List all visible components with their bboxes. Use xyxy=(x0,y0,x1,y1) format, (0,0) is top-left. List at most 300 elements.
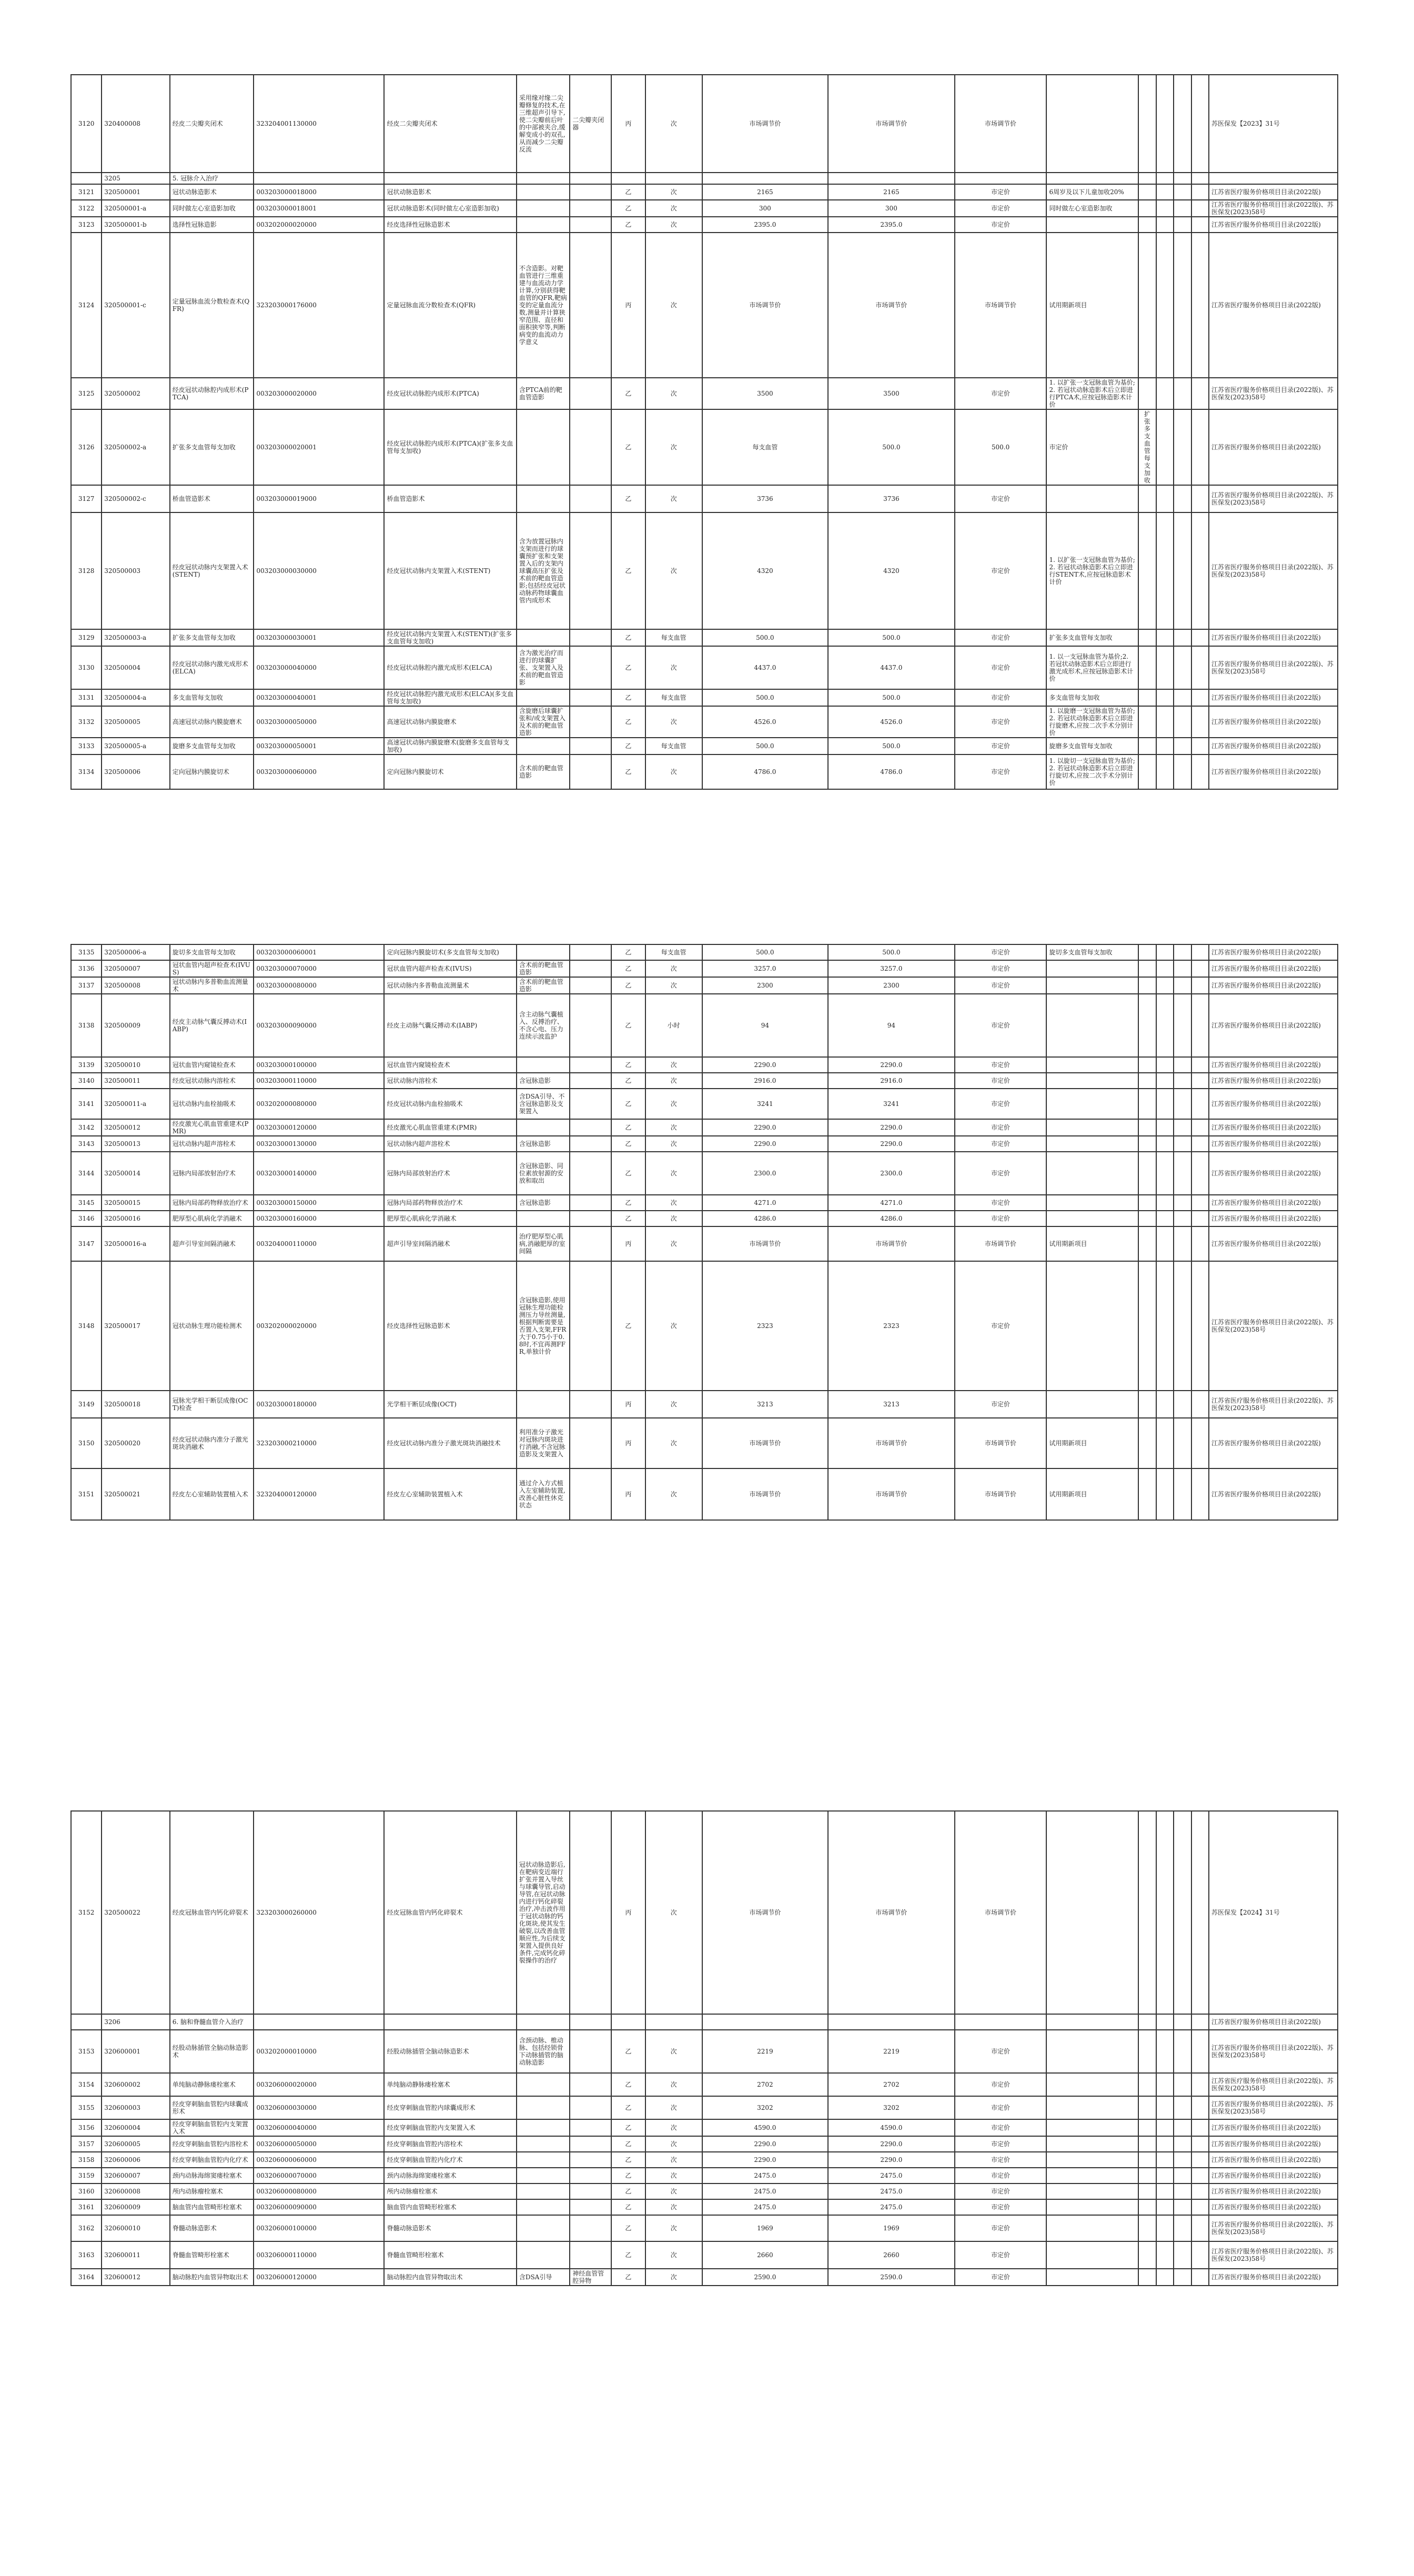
cell-item-code: 320500002 xyxy=(102,378,169,409)
cell-national-name: 脑动脉腔内血管异物取出术 xyxy=(384,2269,516,2286)
cell-price-b: 2475.0 xyxy=(828,2168,955,2183)
cell-excluded-items xyxy=(570,184,611,200)
table-row xyxy=(71,2241,1338,2269)
cell-item-name: 冠状动脉生理功能检测术 xyxy=(170,1261,254,1391)
cell-price-type: 市定价 xyxy=(955,485,1047,512)
cell-item-code: 3205 xyxy=(102,173,169,184)
cell-col-extra-1 xyxy=(1138,217,1156,233)
cell-price-a: 2590.0 xyxy=(702,2269,829,2286)
cell-price-type xyxy=(955,2014,1047,2030)
cell-col-extra-2 xyxy=(1156,2168,1174,2183)
cell-item-name: 单纯脑动静脉瘘栓塞术 xyxy=(170,2073,254,2096)
cell-pay-category: 乙 xyxy=(611,1119,645,1136)
cell-item-code: 320500001-b xyxy=(102,217,169,233)
cell-national-name xyxy=(384,2014,516,2030)
cell-content-note: 含PTCA前的靶血管造影 xyxy=(517,378,570,409)
cell-national-name: 冠状动脉内超声溶栓术 xyxy=(384,1136,516,1152)
cell-col-extra-1 xyxy=(1138,1468,1156,1520)
cell-col-extra-3 xyxy=(1174,977,1191,994)
cell-row-index: 3152 xyxy=(71,1811,102,2014)
cell-row-index: 3163 xyxy=(71,2241,102,2269)
cell-col-extra-4 xyxy=(1191,944,1209,960)
cell-national-name: 定量冠脉血流分数检查术(QFR) xyxy=(384,233,516,378)
cell-col-extra-3 xyxy=(1174,1211,1191,1226)
cell-col-extra-4 xyxy=(1191,75,1209,173)
cell-price-b: 2395.0 xyxy=(828,217,955,233)
cell-col-extra-1 xyxy=(1138,2030,1156,2073)
cell-source-doc: 江苏省医疗服务价格项目目录(2022版) xyxy=(1209,2136,1338,2152)
cell-national-name: 定向冠脉内膜旋切术 xyxy=(384,754,516,789)
cell-national-code: 003203000090000 xyxy=(254,994,384,1057)
cell-unit: 次 xyxy=(645,2241,702,2269)
cell-national-name: 冠状血管内窥镜检查术 xyxy=(384,1057,516,1073)
cell-item-code: 320500003-a xyxy=(102,629,169,646)
cell-item-name: 经皮冠状动脉内激光成形术(ELCA) xyxy=(170,646,254,689)
cell-price-b: 2702 xyxy=(828,2073,955,2096)
cell-row-index: 3148 xyxy=(71,1261,102,1391)
cell-item-name: 桥血管造影术 xyxy=(170,485,254,512)
cell-source-doc: 江苏省医疗服务价格项目目录(2022版) xyxy=(1209,1073,1338,1089)
cell-row-index: 3133 xyxy=(71,738,102,754)
cell-source-doc xyxy=(1209,173,1338,184)
cell-price-a: 市场调节价 xyxy=(702,1811,829,2014)
cell-national-code: 323204000120000 xyxy=(254,1468,384,1520)
cell-item-code: 320500004-a xyxy=(102,689,169,706)
cell-excluded-items xyxy=(570,2241,611,2269)
cell-col-extra-1: 扩张多支血管每支加收 xyxy=(1138,409,1156,485)
cell-item-code: 320600001 xyxy=(102,2030,169,2073)
cell-price-a xyxy=(702,173,829,184)
cell-item-name: 经皮穿刺脑血管腔内溶栓术 xyxy=(170,2136,254,2152)
cell-price-a: 2916.0 xyxy=(702,1073,829,1089)
cell-price-type: 市定价 xyxy=(955,1057,1047,1073)
cell-national-name: 经皮穿刺脑血管腔内支架置入术 xyxy=(384,2119,516,2136)
cell-price-b: 2165 xyxy=(828,184,955,200)
cell-price-b: 市场调节价 xyxy=(828,1468,955,1520)
cell-source-doc: 江苏省医疗服务价格项目目录(2022版) xyxy=(1209,2183,1338,2199)
cell-price-a: 300 xyxy=(702,200,829,217)
cell-col-extra-1 xyxy=(1138,689,1156,706)
cell-price-a: 2290.0 xyxy=(702,1119,829,1136)
cell-col-extra-3 xyxy=(1174,200,1191,217)
cell-unit: 次 xyxy=(645,1226,702,1261)
cell-item-code: 320600009 xyxy=(102,2199,169,2215)
cell-col-extra-3 xyxy=(1174,217,1191,233)
cell-price-a: 2475.0 xyxy=(702,2168,829,2183)
cell-unit: 小时 xyxy=(645,994,702,1057)
cell-pay-category: 乙 xyxy=(611,2168,645,2183)
cell-col-extra-2 xyxy=(1156,2014,1174,2030)
cell-price-type: 市定价 xyxy=(955,217,1047,233)
cell-row-index: 3144 xyxy=(71,1152,102,1195)
cell-source-doc: 江苏省医疗服务价格项目目录(2022版) xyxy=(1209,2168,1338,2183)
cell-price-a: 每支血管 xyxy=(702,409,829,485)
cell-national-name: 经皮冠状动脉内准分子激光斑块消融技术 xyxy=(384,1418,516,1468)
cell-col-extra-4 xyxy=(1191,1119,1209,1136)
cell-national-name: 冠脉内局部药物释放治疗术 xyxy=(384,1195,516,1211)
cell-source-doc: 江苏省医疗服务价格项目目录(2022版)、苏医保发(2023)58号 xyxy=(1209,2096,1338,2119)
cell-remark xyxy=(1046,217,1138,233)
cell-remark: 市定价 xyxy=(1046,409,1138,485)
cell-col-extra-2 xyxy=(1156,173,1174,184)
cell-col-extra-4 xyxy=(1191,977,1209,994)
cell-unit: 次 xyxy=(645,960,702,977)
cell-national-name: 冠状动脉造影术(同时做左心室造影加收) xyxy=(384,200,516,217)
table-row xyxy=(71,754,1338,789)
cell-price-type: 市定价 xyxy=(955,1211,1047,1226)
cell-price-type: 市定价 xyxy=(955,1089,1047,1119)
cell-price-a: 3241 xyxy=(702,1089,829,1119)
cell-row-index: 3142 xyxy=(71,1119,102,1136)
cell-item-name: 冠状血管内超声检查术(IVUS) xyxy=(170,960,254,977)
cell-price-a: 2300 xyxy=(702,977,829,994)
cell-national-name: 经皮穿刺脑血管腔内球囊成形术 xyxy=(384,2096,516,2119)
cell-col-extra-3 xyxy=(1174,689,1191,706)
cell-excluded-items xyxy=(570,378,611,409)
table-row xyxy=(71,1811,1338,2014)
cell-price-b: 2660 xyxy=(828,2241,955,2269)
cell-price-b: 3736 xyxy=(828,485,955,512)
cell-unit: 次 xyxy=(645,1073,702,1089)
cell-pay-category: 乙 xyxy=(611,378,645,409)
cell-col-extra-3 xyxy=(1174,2199,1191,2215)
cell-col-extra-3 xyxy=(1174,2136,1191,2152)
cell-content-note xyxy=(517,1119,570,1136)
cell-excluded-items xyxy=(570,994,611,1057)
cell-item-name: 选择性冠脉造影 xyxy=(170,217,254,233)
cell-col-extra-4 xyxy=(1191,217,1209,233)
cell-col-extra-4 xyxy=(1191,2269,1209,2286)
cell-col-extra-3 xyxy=(1174,706,1191,738)
cell-excluded-items xyxy=(570,2215,611,2241)
table-row xyxy=(71,2215,1338,2241)
cell-source-doc: 江苏省医疗服务价格项目目录(2022版) xyxy=(1209,738,1338,754)
cell-national-code: 003206000110000 xyxy=(254,2241,384,2269)
cell-unit: 次 xyxy=(645,1811,702,2014)
cell-national-name: 经皮选择性冠脉造影术 xyxy=(384,1261,516,1391)
cell-col-extra-4 xyxy=(1191,2152,1209,2168)
cell-pay-category: 乙 xyxy=(611,754,645,789)
cell-col-extra-4 xyxy=(1191,2014,1209,2030)
cell-item-code: 320500013 xyxy=(102,1136,169,1152)
cell-unit: 次 xyxy=(645,1136,702,1152)
cell-item-name: 经皮冠脉血管内钙化碎裂术 xyxy=(170,1811,254,2014)
cell-price-type: 市场调节价 xyxy=(955,1811,1047,2014)
cell-col-extra-1 xyxy=(1138,2096,1156,2119)
cell-col-extra-4 xyxy=(1191,1152,1209,1195)
cell-national-name: 光学相干断层成像(OCT) xyxy=(384,1391,516,1418)
cell-item-code: 320600005 xyxy=(102,2136,169,2152)
cell-unit: 次 xyxy=(645,706,702,738)
cell-price-a: 500.0 xyxy=(702,944,829,960)
cell-col-extra-1 xyxy=(1138,1418,1156,1468)
cell-col-extra-3 xyxy=(1174,378,1191,409)
cell-price-type: 市定价 xyxy=(955,944,1047,960)
cell-price-a: 2165 xyxy=(702,184,829,200)
cell-price-b: 4320 xyxy=(828,512,955,629)
cell-price-a: 1969 xyxy=(702,2215,829,2241)
cell-item-code: 320600012 xyxy=(102,2269,169,2286)
cell-row-index xyxy=(71,173,102,184)
cell-row-index: 3157 xyxy=(71,2136,102,2152)
cell-col-extra-1 xyxy=(1138,2183,1156,2199)
cell-row-index: 3120 xyxy=(71,75,102,173)
table-row xyxy=(71,1152,1338,1195)
cell-excluded-items xyxy=(570,977,611,994)
cell-pay-category: 乙 xyxy=(611,629,645,646)
cell-source-doc: 江苏省医疗服务价格项目目录(2022版) xyxy=(1209,1136,1338,1152)
cell-national-code: 003203000020001 xyxy=(254,409,384,485)
cell-col-extra-2 xyxy=(1156,378,1174,409)
cell-col-extra-2 xyxy=(1156,738,1174,754)
table-row xyxy=(71,1073,1338,1089)
cell-price-a: 3213 xyxy=(702,1391,829,1418)
cell-col-extra-3 xyxy=(1174,2215,1191,2241)
cell-pay-category: 乙 xyxy=(611,2073,645,2096)
cell-item-name: 冠状动脉内血栓抽吸术 xyxy=(170,1089,254,1119)
cell-national-name: 经皮冠状动脉内血栓抽吸术 xyxy=(384,1089,516,1119)
cell-item-name: 定向冠脉内膜旋切术 xyxy=(170,754,254,789)
table-row xyxy=(71,689,1338,706)
cell-price-type: 市定价 xyxy=(955,646,1047,689)
cell-source-doc: 江苏省医疗服务价格项目目录(2022版) xyxy=(1209,1152,1338,1195)
cell-unit: 次 xyxy=(645,2136,702,2152)
cell-col-extra-1 xyxy=(1138,200,1156,217)
cell-excluded-items xyxy=(570,754,611,789)
cell-price-a: 3202 xyxy=(702,2096,829,2119)
cell-unit: 次 xyxy=(645,75,702,173)
cell-remark xyxy=(1046,2241,1138,2269)
cell-pay-category: 乙 xyxy=(611,1057,645,1073)
cell-item-code: 320500016 xyxy=(102,1211,169,1226)
cell-remark: 6周岁及以下儿童加收20% xyxy=(1046,184,1138,200)
cell-content-note xyxy=(517,1211,570,1226)
cell-item-name: 经皮激光心肌血管重建术(PMR) xyxy=(170,1119,254,1136)
cell-item-name: 同时做左心室造影加收 xyxy=(170,200,254,217)
cell-national-code: 003206000030000 xyxy=(254,2096,384,2119)
cell-pay-category xyxy=(611,2014,645,2030)
cell-col-extra-2 xyxy=(1156,2199,1174,2215)
cell-national-name: 高速冠状动脉内膜旋磨术(旋磨多支血管每支加收) xyxy=(384,738,516,754)
table-row xyxy=(71,1136,1338,1152)
cell-col-extra-1 xyxy=(1138,1089,1156,1119)
cell-col-extra-3 xyxy=(1174,2073,1191,2096)
cell-unit: 次 xyxy=(645,646,702,689)
cell-price-a xyxy=(702,2014,829,2030)
cell-excluded-items xyxy=(570,2030,611,2073)
cell-item-name: 经皮冠状动脉内准分子激光斑块消融术 xyxy=(170,1418,254,1468)
cell-excluded-items xyxy=(570,485,611,512)
cell-price-type: 市场调节价 xyxy=(955,1226,1047,1261)
cell-content-note: 含主动脉气囊植入、反搏治疗、不含心电、压力连续示波监护 xyxy=(517,994,570,1057)
cell-remark xyxy=(1046,485,1138,512)
cell-unit: 每支血管 xyxy=(645,629,702,646)
cell-row-index: 3138 xyxy=(71,994,102,1057)
cell-col-extra-3 xyxy=(1174,646,1191,689)
cell-national-code: 003203000040000 xyxy=(254,646,384,689)
cell-unit: 次 xyxy=(645,485,702,512)
cell-content-note xyxy=(517,409,570,485)
cell-col-extra-1 xyxy=(1138,2152,1156,2168)
cell-remark xyxy=(1046,2152,1138,2168)
cell-price-type: 市定价 xyxy=(955,1119,1047,1136)
cell-pay-category: 丙 xyxy=(611,233,645,378)
cell-col-extra-2 xyxy=(1156,2119,1174,2136)
table-row xyxy=(71,1089,1338,1119)
cell-col-extra-1 xyxy=(1138,184,1156,200)
cell-national-name: 冠状动脉造影术 xyxy=(384,184,516,200)
cell-price-b: 4286.0 xyxy=(828,1211,955,1226)
cell-unit: 次 xyxy=(645,1195,702,1211)
cell-row-index: 3143 xyxy=(71,1136,102,1152)
cell-price-type: 市定价 xyxy=(955,960,1047,977)
cell-national-name: 高速冠状动脉内膜旋磨术 xyxy=(384,706,516,738)
cell-pay-category: 乙 xyxy=(611,994,645,1057)
cell-col-extra-3 xyxy=(1174,75,1191,173)
cell-national-code: 003203000020000 xyxy=(254,378,384,409)
cell-source-doc: 苏医保发【2023】31号 xyxy=(1209,75,1338,173)
cell-remark xyxy=(1046,75,1138,173)
cell-unit: 次 xyxy=(645,2152,702,2168)
cell-col-extra-2 xyxy=(1156,689,1174,706)
cell-item-code: 320500018 xyxy=(102,1391,169,1418)
cell-price-b: 2290.0 xyxy=(828,2136,955,2152)
cell-excluded-items xyxy=(570,2119,611,2136)
cell-remark xyxy=(1046,2014,1138,2030)
cell-item-code: 320600010 xyxy=(102,2215,169,2241)
cell-col-extra-2 xyxy=(1156,960,1174,977)
cell-national-name: 经皮冠脉血管内钙化碎裂术 xyxy=(384,1811,516,2014)
cell-price-a: 2219 xyxy=(702,2030,829,2073)
cell-col-extra-2 xyxy=(1156,754,1174,789)
cell-row-index: 3149 xyxy=(71,1391,102,1418)
cell-remark xyxy=(1046,2183,1138,2199)
cell-col-extra-3 xyxy=(1174,1057,1191,1073)
cell-item-code: 320600003 xyxy=(102,2096,169,2119)
cell-price-type: 市定价 xyxy=(955,754,1047,789)
cell-content-note: 含颈动脉、椎动脉、包括经锁骨下动脉插管的脑动脉造影 xyxy=(517,2030,570,2073)
cell-col-extra-2 xyxy=(1156,1195,1174,1211)
price-table xyxy=(70,74,1338,790)
cell-col-extra-2 xyxy=(1156,1261,1174,1391)
cell-col-extra-4 xyxy=(1191,1261,1209,1391)
cell-price-a: 2290.0 xyxy=(702,1136,829,1152)
cell-unit: 次 xyxy=(645,1468,702,1520)
cell-row-index: 3159 xyxy=(71,2168,102,2183)
cell-price-b: 市场调节价 xyxy=(828,1811,955,2014)
cell-col-extra-2 xyxy=(1156,1089,1174,1119)
cell-row-index: 3126 xyxy=(71,409,102,485)
cell-row-index: 3128 xyxy=(71,512,102,629)
cell-price-b: 市场调节价 xyxy=(828,1418,955,1468)
cell-national-code: 003206000120000 xyxy=(254,2269,384,2286)
cell-item-code: 320500014 xyxy=(102,1152,169,1195)
cell-pay-category: 乙 xyxy=(611,1211,645,1226)
cell-unit: 次 xyxy=(645,2215,702,2241)
cell-price-a: 500.0 xyxy=(702,738,829,754)
cell-col-extra-3 xyxy=(1174,1152,1191,1195)
cell-col-extra-1 xyxy=(1138,2269,1156,2286)
cell-col-extra-1 xyxy=(1138,706,1156,738)
cell-col-extra-4 xyxy=(1191,233,1209,378)
cell-price-a: 3257.0 xyxy=(702,960,829,977)
cell-col-extra-1 xyxy=(1138,2073,1156,2096)
cell-col-extra-3 xyxy=(1174,994,1191,1057)
cell-item-name: 冠脉内局部放射治疗术 xyxy=(170,1152,254,1195)
cell-unit: 次 xyxy=(645,2073,702,2096)
cell-col-extra-3 xyxy=(1174,1391,1191,1418)
cell-col-extra-4 xyxy=(1191,184,1209,200)
cell-col-extra-2 xyxy=(1156,994,1174,1057)
cell-col-extra-4 xyxy=(1191,1226,1209,1261)
cell-col-extra-3 xyxy=(1174,1119,1191,1136)
cell-national-code xyxy=(254,173,384,184)
cell-remark xyxy=(1046,2073,1138,2096)
cell-price-a: 2475.0 xyxy=(702,2199,829,2215)
cell-col-extra-3 xyxy=(1174,184,1191,200)
cell-price-type: 500.0 xyxy=(955,409,1047,485)
cell-col-extra-1 xyxy=(1138,1261,1156,1391)
cell-item-name: 脑动脉腔内血管异物取出术 xyxy=(170,2269,254,2286)
cell-remark: 旋切多支血管每支加收 xyxy=(1046,944,1138,960)
cell-price-type: 市定价 xyxy=(955,1136,1047,1152)
cell-col-extra-1 xyxy=(1138,485,1156,512)
cell-excluded-items xyxy=(570,2168,611,2183)
table-row xyxy=(71,1468,1338,1520)
cell-national-name: 经皮左心室辅助装置植入术 xyxy=(384,1468,516,1520)
table-row xyxy=(71,1195,1338,1211)
cell-col-extra-4 xyxy=(1191,409,1209,485)
cell-national-name: 超声引导室间隔消融术 xyxy=(384,1226,516,1261)
cell-excluded-items xyxy=(570,173,611,184)
cell-source-doc: 江苏省医疗服务价格项目目录(2022版) xyxy=(1209,2199,1338,2215)
cell-col-extra-3 xyxy=(1174,2269,1191,2286)
cell-price-b: 市场调节价 xyxy=(828,1226,955,1261)
cell-national-name: 冠脉内局部放射治疗术 xyxy=(384,1152,516,1195)
cell-content-note xyxy=(517,217,570,233)
cell-col-extra-1 xyxy=(1138,1211,1156,1226)
cell-price-b: 300 xyxy=(828,200,955,217)
cell-excluded-items xyxy=(570,1391,611,1418)
cell-col-extra-4 xyxy=(1191,2119,1209,2136)
cell-unit: 次 xyxy=(645,378,702,409)
cell-content-note xyxy=(517,2215,570,2241)
cell-row-index: 3164 xyxy=(71,2269,102,2286)
table-row xyxy=(71,512,1338,629)
cell-remark: 试用期新项目 xyxy=(1046,1226,1138,1261)
cell-source-doc: 江苏省医疗服务价格项目目录(2022版)、苏医保发(2023)58号 xyxy=(1209,2073,1338,2096)
cell-col-extra-4 xyxy=(1191,378,1209,409)
cell-remark xyxy=(1046,1089,1138,1119)
cell-price-a: 4590.0 xyxy=(702,2119,829,2136)
cell-row-index: 3135 xyxy=(71,944,102,960)
cell-pay-category: 乙 xyxy=(611,689,645,706)
cell-national-code: 003203000140000 xyxy=(254,1152,384,1195)
cell-national-code: 003203000160000 xyxy=(254,1211,384,1226)
cell-col-extra-4 xyxy=(1191,2199,1209,2215)
cell-col-extra-2 xyxy=(1156,1226,1174,1261)
cell-pay-category: 乙 xyxy=(611,1136,645,1152)
cell-excluded-items: 神经血管管腔异物 xyxy=(570,2269,611,2286)
cell-item-name: 多支血管每支加收 xyxy=(170,689,254,706)
cell-item-name: 冠脉光学相干断层成像(OCT)检查 xyxy=(170,1391,254,1418)
cell-pay-category xyxy=(611,173,645,184)
cell-national-code: 003203000060001 xyxy=(254,944,384,960)
cell-national-name: 脑血管内血管畸形栓塞术 xyxy=(384,2199,516,2215)
cell-col-extra-2 xyxy=(1156,1057,1174,1073)
cell-source-doc: 江苏省医疗服务价格项目目录(2022版) xyxy=(1209,217,1338,233)
cell-col-extra-2 xyxy=(1156,2215,1174,2241)
